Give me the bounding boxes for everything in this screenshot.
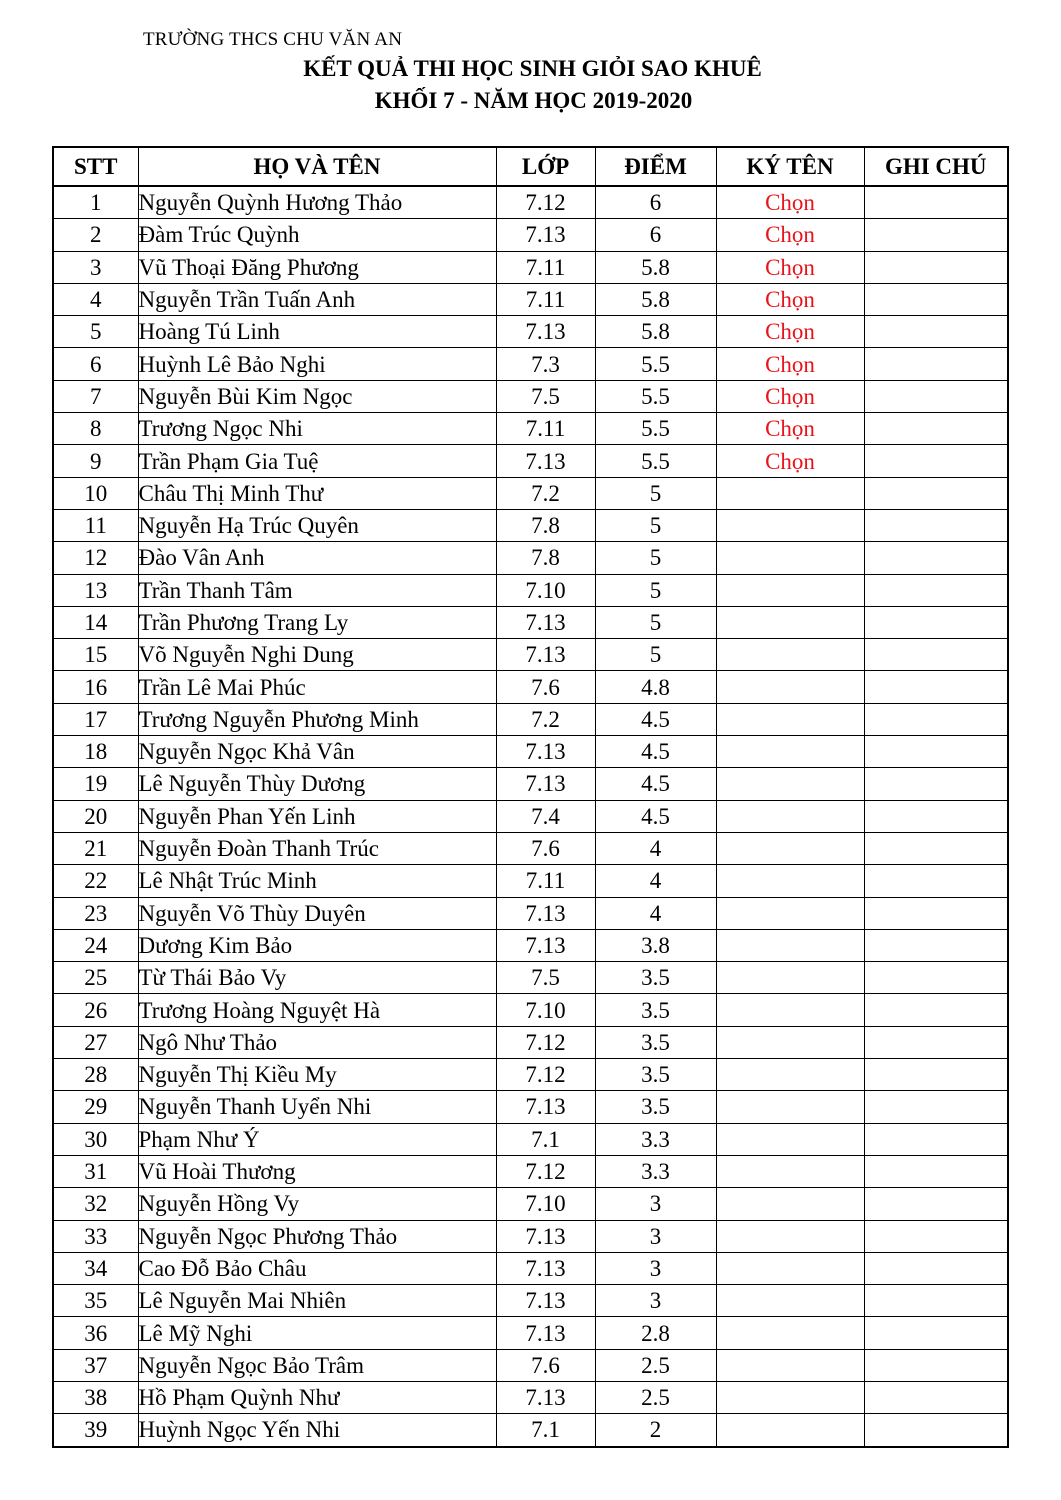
cell-signature: Chọn — [716, 413, 864, 445]
cell-score: 5.8 — [595, 251, 716, 283]
cell-score: 5 — [595, 606, 716, 638]
table-row — [53, 509, 1008, 541]
cell-score: 4 — [595, 865, 716, 897]
cell-score: 3.3 — [595, 1123, 716, 1155]
cell-class: 7.1 — [496, 1414, 595, 1447]
cell-class: 7.5 — [496, 962, 595, 994]
cell-stt: 7 — [53, 380, 138, 412]
table-row — [53, 186, 1008, 219]
cell-score: 4.5 — [595, 703, 716, 735]
cell-signature — [716, 1381, 864, 1413]
cell-score: 3.3 — [595, 1155, 716, 1187]
cell-score: 3 — [595, 1285, 716, 1317]
table-row — [53, 1155, 1008, 1187]
cell-signature — [716, 897, 864, 929]
cell-note — [864, 832, 1008, 864]
cell-stt: 8 — [53, 413, 138, 445]
cell-class: 7.11 — [496, 251, 595, 283]
table-row — [53, 1026, 1008, 1058]
table-row — [53, 574, 1008, 606]
cell-score: 5.5 — [595, 413, 716, 445]
cell-class: 7.10 — [496, 574, 595, 606]
cell-class: 7.13 — [496, 606, 595, 638]
cell-signature — [716, 800, 864, 832]
table-row — [53, 380, 1008, 412]
table-row — [53, 251, 1008, 283]
cell-note — [864, 380, 1008, 412]
cell-stt: 21 — [53, 832, 138, 864]
cell-score: 4 — [595, 897, 716, 929]
cell-class: 7.13 — [496, 1381, 595, 1413]
cell-note — [864, 542, 1008, 574]
cell-note — [864, 606, 1008, 638]
cell-stt: 10 — [53, 477, 138, 509]
cell-stt: 6 — [53, 348, 138, 380]
cell-stt: 16 — [53, 671, 138, 703]
cell-score: 2.8 — [595, 1317, 716, 1349]
cell-note — [864, 800, 1008, 832]
cell-signature — [716, 1220, 864, 1252]
cell-score: 4.5 — [595, 800, 716, 832]
cell-signature — [716, 703, 864, 735]
cell-score: 5.8 — [595, 283, 716, 315]
cell-class: 7.11 — [496, 413, 595, 445]
cell-note — [864, 1252, 1008, 1284]
cell-class: 7.1 — [496, 1123, 595, 1155]
cell-score: 2 — [595, 1414, 716, 1447]
table-row — [53, 1414, 1008, 1447]
cell-signature — [716, 606, 864, 638]
results-table — [52, 146, 1009, 1448]
cell-stt: 35 — [53, 1285, 138, 1317]
cell-class: 7.12 — [496, 186, 595, 219]
table-row — [53, 283, 1008, 315]
cell-note — [864, 1381, 1008, 1413]
cell-signature — [716, 962, 864, 994]
cell-name: Nguyễn Thanh Uyển Nhi — [138, 1091, 496, 1123]
cell-class: 7.10 — [496, 1188, 595, 1220]
cell-name: Nguyễn Võ Thùy Duyên — [138, 897, 496, 929]
cell-score: 3 — [595, 1252, 716, 1284]
table-row — [53, 736, 1008, 768]
cell-note — [864, 962, 1008, 994]
table-row — [53, 316, 1008, 348]
cell-signature — [716, 865, 864, 897]
cell-stt: 9 — [53, 445, 138, 477]
cell-signature — [716, 1252, 864, 1284]
cell-score: 3.5 — [595, 1026, 716, 1058]
cell-signature — [716, 639, 864, 671]
table-row — [53, 606, 1008, 638]
cell-name: Đàm Trúc Quỳnh — [138, 219, 496, 251]
table-row — [53, 477, 1008, 509]
cell-note — [864, 186, 1008, 219]
cell-score: 5 — [595, 509, 716, 541]
cell-stt: 5 — [53, 316, 138, 348]
cell-name: Cao Đỗ Bảo Châu — [138, 1252, 496, 1284]
cell-signature — [716, 929, 864, 961]
cell-stt: 15 — [53, 639, 138, 671]
table-row — [53, 1188, 1008, 1220]
cell-stt: 2 — [53, 219, 138, 251]
cell-signature — [716, 1349, 864, 1381]
cell-score: 3.5 — [595, 1059, 716, 1091]
cell-stt: 25 — [53, 962, 138, 994]
table-row — [53, 639, 1008, 671]
table-row — [53, 671, 1008, 703]
cell-name: Lê Nguyễn Mai Nhiên — [138, 1285, 496, 1317]
table-row — [53, 897, 1008, 929]
cell-note — [864, 1123, 1008, 1155]
table-row — [53, 832, 1008, 864]
cell-stt: 39 — [53, 1414, 138, 1447]
cell-note — [864, 703, 1008, 735]
table-row — [53, 219, 1008, 251]
table-row — [53, 1285, 1008, 1317]
column-header-note: GHI CHÚ — [864, 147, 1008, 186]
cell-signature — [716, 1414, 864, 1447]
table-row — [53, 1349, 1008, 1381]
cell-name: Trần Phương Trang Ly — [138, 606, 496, 638]
cell-signature: Chọn — [716, 380, 864, 412]
cell-name: Châu Thị Minh Thư — [138, 477, 496, 509]
cell-signature — [716, 509, 864, 541]
cell-stt: 36 — [53, 1317, 138, 1349]
cell-class: 7.12 — [496, 1059, 595, 1091]
cell-name: Lê Nhật Trúc Minh — [138, 865, 496, 897]
cell-signature — [716, 1091, 864, 1123]
cell-stt: 20 — [53, 800, 138, 832]
cell-signature: Chọn — [716, 348, 864, 380]
column-header-signature: KÝ TÊN — [716, 147, 864, 186]
cell-class: 7.6 — [496, 671, 595, 703]
cell-score: 3.5 — [595, 1091, 716, 1123]
cell-class: 7.8 — [496, 509, 595, 541]
cell-signature — [716, 542, 864, 574]
cell-class: 7.8 — [496, 542, 595, 574]
cell-score: 3.5 — [595, 994, 716, 1026]
cell-name: Nguyễn Hạ Trúc Quyên — [138, 509, 496, 541]
cell-score: 5.8 — [595, 316, 716, 348]
cell-class: 7.11 — [496, 283, 595, 315]
cell-name: Nguyễn Ngọc Phương Thảo — [138, 1220, 496, 1252]
cell-note — [864, 865, 1008, 897]
cell-note — [864, 1414, 1008, 1447]
cell-class: 7.13 — [496, 219, 595, 251]
cell-class: 7.2 — [496, 477, 595, 509]
cell-signature — [716, 671, 864, 703]
cell-class: 7.4 — [496, 800, 595, 832]
cell-note — [864, 477, 1008, 509]
cell-name: Lê Mỹ Nghi — [138, 1317, 496, 1349]
table-row — [53, 1381, 1008, 1413]
cell-name: Vũ Thoại Đăng Phương — [138, 251, 496, 283]
table-row — [53, 865, 1008, 897]
cell-class: 7.13 — [496, 929, 595, 961]
cell-score: 4 — [595, 832, 716, 864]
cell-note — [864, 509, 1008, 541]
cell-class: 7.13 — [496, 768, 595, 800]
table-row — [53, 1091, 1008, 1123]
cell-class: 7.13 — [496, 639, 595, 671]
cell-stt: 19 — [53, 768, 138, 800]
table-row — [53, 413, 1008, 445]
table-row — [53, 1317, 1008, 1349]
cell-signature — [716, 574, 864, 606]
cell-signature: Chọn — [716, 219, 864, 251]
cell-signature — [716, 994, 864, 1026]
cell-name: Hoàng Tú Linh — [138, 316, 496, 348]
table-header-row — [53, 147, 1008, 186]
table-row — [53, 542, 1008, 574]
column-header-class: LỚP — [496, 147, 595, 186]
cell-score: 3 — [595, 1220, 716, 1252]
table-row — [53, 800, 1008, 832]
cell-stt: 33 — [53, 1220, 138, 1252]
cell-class: 7.13 — [496, 1091, 595, 1123]
cell-stt: 27 — [53, 1026, 138, 1058]
cell-score: 5 — [595, 477, 716, 509]
cell-stt: 11 — [53, 509, 138, 541]
cell-name: Võ Nguyễn Nghi Dung — [138, 639, 496, 671]
cell-stt: 31 — [53, 1155, 138, 1187]
table-row — [53, 768, 1008, 800]
cell-name: Trần Phạm Gia Tuệ — [138, 445, 496, 477]
cell-class: 7.13 — [496, 1220, 595, 1252]
cell-score: 3 — [595, 1188, 716, 1220]
cell-signature: Chọn — [716, 445, 864, 477]
cell-name: Trần Thanh Tâm — [138, 574, 496, 606]
cell-signature — [716, 832, 864, 864]
cell-score: 4.8 — [595, 671, 716, 703]
cell-note — [864, 1188, 1008, 1220]
table-row — [53, 348, 1008, 380]
cell-class: 7.10 — [496, 994, 595, 1026]
cell-signature — [716, 736, 864, 768]
cell-note — [864, 413, 1008, 445]
cell-score: 3.5 — [595, 962, 716, 994]
cell-class: 7.5 — [496, 380, 595, 412]
cell-name: Nguyễn Hồng Vy — [138, 1188, 496, 1220]
cell-stt: 4 — [53, 283, 138, 315]
cell-signature — [716, 1285, 864, 1317]
cell-stt: 12 — [53, 542, 138, 574]
cell-signature — [716, 1317, 864, 1349]
cell-class: 7.2 — [496, 703, 595, 735]
cell-score: 5 — [595, 574, 716, 606]
cell-stt: 26 — [53, 994, 138, 1026]
table-row — [53, 1220, 1008, 1252]
cell-score: 5 — [595, 639, 716, 671]
table-row — [53, 929, 1008, 961]
cell-note — [864, 994, 1008, 1026]
cell-score: 2.5 — [595, 1381, 716, 1413]
cell-stt: 37 — [53, 1349, 138, 1381]
cell-name: Nguyễn Thị Kiều My — [138, 1059, 496, 1091]
cell-stt: 13 — [53, 574, 138, 606]
cell-note — [864, 574, 1008, 606]
cell-score: 5.5 — [595, 348, 716, 380]
cell-name: Trương Hoàng Nguyệt Hà — [138, 994, 496, 1026]
cell-note — [864, 1285, 1008, 1317]
cell-score: 5.5 — [595, 380, 716, 412]
cell-score: 4.5 — [595, 768, 716, 800]
table-row — [53, 703, 1008, 735]
cell-name: Ngô Như Thảo — [138, 1026, 496, 1058]
cell-note — [864, 348, 1008, 380]
cell-name: Đào Vân Anh — [138, 542, 496, 574]
cell-class: 7.13 — [496, 445, 595, 477]
cell-name: Huỳnh Lê Bảo Nghi — [138, 348, 496, 380]
cell-note — [864, 219, 1008, 251]
cell-name: Nguyễn Ngọc Bảo Trâm — [138, 1349, 496, 1381]
cell-class: 7.6 — [496, 832, 595, 864]
cell-class: 7.13 — [496, 1285, 595, 1317]
cell-name: Nguyễn Phan Yến Linh — [138, 800, 496, 832]
cell-note — [864, 671, 1008, 703]
cell-stt: 34 — [53, 1252, 138, 1284]
cell-note — [864, 768, 1008, 800]
cell-stt: 3 — [53, 251, 138, 283]
cell-note — [864, 1091, 1008, 1123]
cell-note — [864, 1059, 1008, 1091]
cell-score: 6 — [595, 186, 716, 219]
cell-score: 2.5 — [595, 1349, 716, 1381]
cell-name: Dương Kim Bảo — [138, 929, 496, 961]
column-header-stt: STT — [53, 147, 138, 186]
cell-name: Trần Lê Mai Phúc — [138, 671, 496, 703]
cell-name: Vũ Hoài Thương — [138, 1155, 496, 1187]
cell-class: 7.13 — [496, 736, 595, 768]
cell-stt: 14 — [53, 606, 138, 638]
cell-score: 5.5 — [595, 445, 716, 477]
cell-name: Nguyễn Đoàn Thanh Trúc — [138, 832, 496, 864]
cell-note — [864, 1220, 1008, 1252]
cell-class: 7.13 — [496, 897, 595, 929]
cell-stt: 17 — [53, 703, 138, 735]
table-row — [53, 994, 1008, 1026]
cell-note — [864, 251, 1008, 283]
cell-note — [864, 1155, 1008, 1187]
page-title: KẾT QUẢ THI HỌC SINH GIỎI SAO KHUÊ — [303, 56, 762, 81]
cell-score: 4.5 — [595, 736, 716, 768]
cell-note — [864, 1349, 1008, 1381]
cell-stt: 32 — [53, 1188, 138, 1220]
cell-name: Lê Nguyễn Thùy Dương — [138, 768, 496, 800]
cell-name: Huỳnh Ngọc Yến Nhi — [138, 1414, 496, 1447]
cell-stt: 30 — [53, 1123, 138, 1155]
table-body — [53, 186, 1008, 1447]
cell-name: Phạm Như Ý — [138, 1123, 496, 1155]
cell-name: Từ Thái Bảo Vy — [138, 962, 496, 994]
cell-note — [864, 283, 1008, 315]
cell-name: Nguyễn Trần Tuấn Anh — [138, 283, 496, 315]
cell-signature — [716, 1155, 864, 1187]
table-row — [53, 1123, 1008, 1155]
cell-signature — [716, 477, 864, 509]
cell-note — [864, 445, 1008, 477]
table-row — [53, 1252, 1008, 1284]
cell-stt: 28 — [53, 1059, 138, 1091]
table-row — [53, 962, 1008, 994]
cell-signature — [716, 768, 864, 800]
cell-signature: Chọn — [716, 316, 864, 348]
cell-signature — [716, 1188, 864, 1220]
cell-stt: 24 — [53, 929, 138, 961]
column-header-name: HỌ VÀ TÊN — [138, 147, 496, 186]
cell-signature — [716, 1123, 864, 1155]
cell-class: 7.13 — [496, 1317, 595, 1349]
cell-stt: 38 — [53, 1381, 138, 1413]
cell-note — [864, 1317, 1008, 1349]
cell-name: Trương Ngọc Nhi — [138, 413, 496, 445]
cell-class: 7.6 — [496, 1349, 595, 1381]
cell-name: Nguyễn Ngọc Khả Vân — [138, 736, 496, 768]
cell-name: Trương Nguyễn Phương Minh — [138, 703, 496, 735]
table-row — [53, 1059, 1008, 1091]
cell-note — [864, 639, 1008, 671]
cell-name: Nguyễn Quỳnh Hương Thảo — [138, 186, 496, 219]
cell-stt: 18 — [53, 736, 138, 768]
cell-class: 7.11 — [496, 865, 595, 897]
cell-class: 7.12 — [496, 1155, 595, 1187]
school-name: TRƯỜNG THCS CHU VĂN AN — [143, 29, 403, 50]
cell-signature: Chọn — [716, 186, 864, 219]
cell-note — [864, 897, 1008, 929]
cell-signature — [716, 1026, 864, 1058]
cell-score: 6 — [595, 219, 716, 251]
cell-stt: 22 — [53, 865, 138, 897]
cell-note — [864, 316, 1008, 348]
cell-note — [864, 929, 1008, 961]
cell-stt: 29 — [53, 1091, 138, 1123]
cell-note — [864, 736, 1008, 768]
cell-score: 3.8 — [595, 929, 716, 961]
cell-name: Nguyễn Bùi Kim Ngọc — [138, 380, 496, 412]
cell-stt: 23 — [53, 897, 138, 929]
cell-signature — [716, 1059, 864, 1091]
table-row — [53, 445, 1008, 477]
cell-stt: 1 — [53, 186, 138, 219]
cell-class: 7.3 — [496, 348, 595, 380]
page-subtitle: KHỐI 7 - NĂM HỌC 2019-2020 — [374, 88, 693, 113]
cell-note — [864, 1026, 1008, 1058]
cell-class: 7.13 — [496, 316, 595, 348]
column-header-score: ĐIỂM — [595, 147, 716, 186]
cell-signature: Chọn — [716, 251, 864, 283]
cell-class: 7.12 — [496, 1026, 595, 1058]
cell-class: 7.13 — [496, 1252, 595, 1284]
cell-signature: Chọn — [716, 283, 864, 315]
cell-name: Hồ Phạm Quỳnh Như — [138, 1381, 496, 1413]
cell-score: 5 — [595, 542, 716, 574]
